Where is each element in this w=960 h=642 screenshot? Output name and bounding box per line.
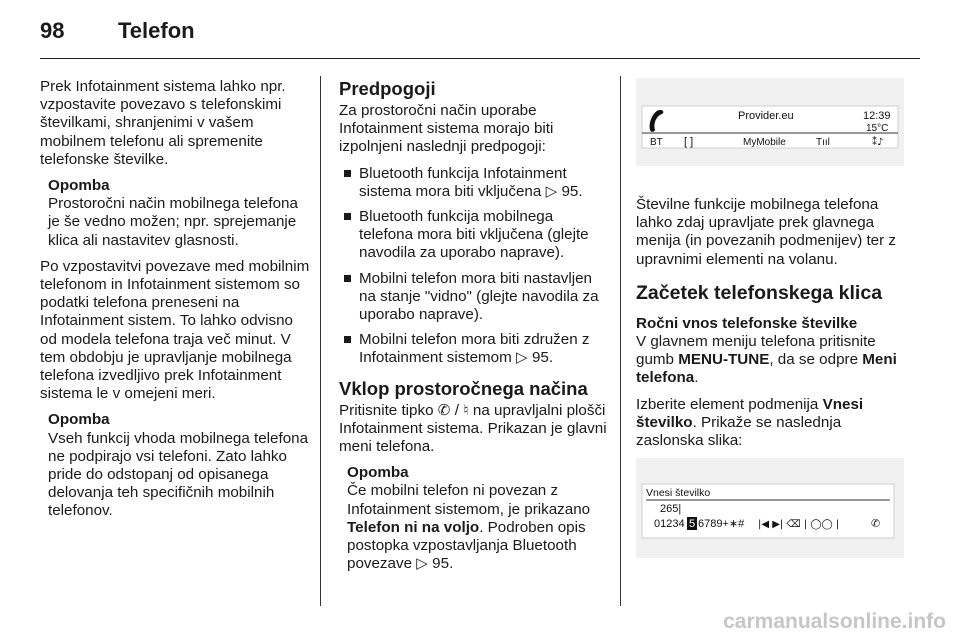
screen-digits-b: 6789+∗#: [698, 518, 745, 531]
connection-paragraph: Po vzpostavitvi povezave med mobilnim telefonom in Infotainment sistemom so podatki telefona preneseni na Infotainment sistem. To lahko odvisno od modela telefona traja več minut. V tem obdobju je upravljanje mobilnega telefona izvedljivo prek Infotainment sistema le v omejeni meri.: [40, 257, 310, 403]
note-text: Prostoročni način mobilnega telefona je še vedno možen; npr. sprejemanje klica ali nastavitev glasnosti.: [48, 195, 298, 249]
phone-call-icon: ✆: [871, 517, 881, 531]
display-number-entry-svg: [636, 458, 904, 558]
prereq-intro: Za prostoročni način uporabe Infotainment sistema morajo biti izpolnjeni naslednji predpogoji:: [339, 102, 554, 156]
page-number: 98: [40, 18, 65, 43]
list-item: Bluetooth funkcija Infotainment sistema mora biti vključena ▷ 95.: [339, 165, 607, 201]
list-item: Mobilni telefon mora biti nastavljen na stanje "vidno" (glejte navodila za uporabo naprave).: [339, 270, 607, 325]
display-screenshot-number-entry: [636, 458, 904, 558]
prereq-list: [339, 165, 607, 368]
note-2: [48, 411, 310, 520]
page-ref-arrow-icon: ▷: [545, 182, 558, 200]
screen-entry-title: Vnesi številko: [646, 487, 711, 500]
section-heading-zacetek: Začetek telefonskega klica: [636, 281, 883, 304]
voice-key-icon: ♮: [463, 401, 469, 419]
page-ref: 95.: [531, 349, 554, 367]
screen-digit-selected: 5: [689, 518, 696, 531]
bullet-square-icon: [344, 275, 351, 282]
note-text: Vseh funkcij vhoda mobilnega telefona ne podpirajo vsi telefoni. Zato lahko pride do odstopanj od opisanega delovanja teh specifičnih mobilnih telefonov.: [48, 429, 309, 520]
section-heading-predpogoji: Predpogoji: [339, 78, 436, 99]
note-title: Opomba: [48, 411, 110, 429]
audio-icon: ⁑♪: [872, 137, 884, 148]
watermark: carmanualsonline.info: [723, 610, 946, 633]
section-heading-vklop: Vklop prostoročnega načina: [339, 377, 588, 399]
bullet-square-icon: [344, 213, 351, 220]
emphasis-vnesi-stevilko: Vnesi številko: [636, 395, 864, 431]
screen-entry-value: 265|: [660, 503, 682, 516]
list-item: Mobilni telefon mora biti združen z Infotainment sistemom ▷ 95.: [339, 331, 607, 367]
functions-paragraph: Številne funkcije mobilnega telefona lahko zdaj upravljate prek glavnega menija (in povezanih podmenijev) ter z upravnimi elementi na volanu.: [636, 196, 897, 268]
phone-key-icon: ✆: [437, 401, 451, 419]
screen-controls: |◀ ▶| ⌫ | ◯◯ |: [758, 519, 840, 531]
select-submenu-paragraph: Izberite element podmenija Vnesi številko. Prikaže se naslednja zaslonska slika:: [636, 395, 864, 450]
page-ref-arrow-icon: ▷: [416, 555, 428, 573]
bullet-square-icon: [344, 336, 351, 343]
column-3: [636, 78, 904, 558]
screen-time: 12:39: [863, 110, 891, 122]
page-ref: 95.: [432, 555, 454, 573]
note-1: [48, 177, 310, 250]
header-rule: [40, 58, 920, 59]
column-1: [40, 78, 310, 529]
screen-temp: 15°C: [866, 123, 889, 134]
intro-paragraph: Prek Infotainment sistema lahko npr. vzpostavite povezavo s telefonskimi številkami, shranjenimi v vašem mobilnem telefonu ali spremenite telefonske številke.: [40, 78, 286, 168]
screen-digits-a: 01234: [654, 518, 685, 531]
page-ref-arrow-icon: ▷: [516, 349, 528, 367]
subsection-heading-rocni: Ročni vnos telefonske številke: [636, 314, 858, 332]
display-screenshot-phone-main: [636, 78, 904, 166]
emphasis-telefon-ni-na-voljo: Telefon ni na voljo: [347, 518, 480, 536]
screen-mymobile: MyMobile: [743, 137, 786, 148]
emphasis-menu-tune: MENU-TUNE: [678, 351, 770, 369]
page-title: Telefon: [118, 18, 195, 43]
column-2: [339, 78, 607, 581]
display-phone-main-svg: [636, 78, 904, 166]
screen-provider: Provider.eu: [738, 110, 794, 122]
signal-strength-icon: Tııl: [816, 137, 830, 148]
screen-brackets: [ ]: [684, 136, 694, 148]
screen-bt: BT: [650, 137, 663, 148]
note-3: Opomba Če mobilni telefon ni povezan z Infotainment sistemom, je prikazano Telefon ni na voljo. Podroben opis postopka vzpostavljanja Bluetooth povezave ▷ 95.: [347, 464, 607, 573]
emphasis-meni-telefona: Meni telefona: [636, 351, 897, 387]
list-item: Bluetooth funkcija mobilnega telefona mora biti vključena (glejte navodila za uporabo naprave).: [339, 208, 607, 263]
manual-entry-block: Ročni vnos telefonske številke V glavnem meniju telefona pritisnite gumb MENU-TUNE, da se odpre Meni telefona.: [636, 315, 904, 388]
page-ref: 95.: [561, 182, 583, 200]
column-divider-1: [320, 76, 321, 606]
vklop-paragraph: Pritisnite tipko ✆ / ♮ na upravljalni plošči Infotainment sistema. Prikazan je glavni meni telefona.: [339, 401, 607, 456]
note-title: Opomba: [347, 464, 409, 482]
bullet-square-icon: [344, 170, 351, 177]
note-title: Opomba: [48, 177, 110, 195]
column-divider-2: [620, 76, 621, 606]
